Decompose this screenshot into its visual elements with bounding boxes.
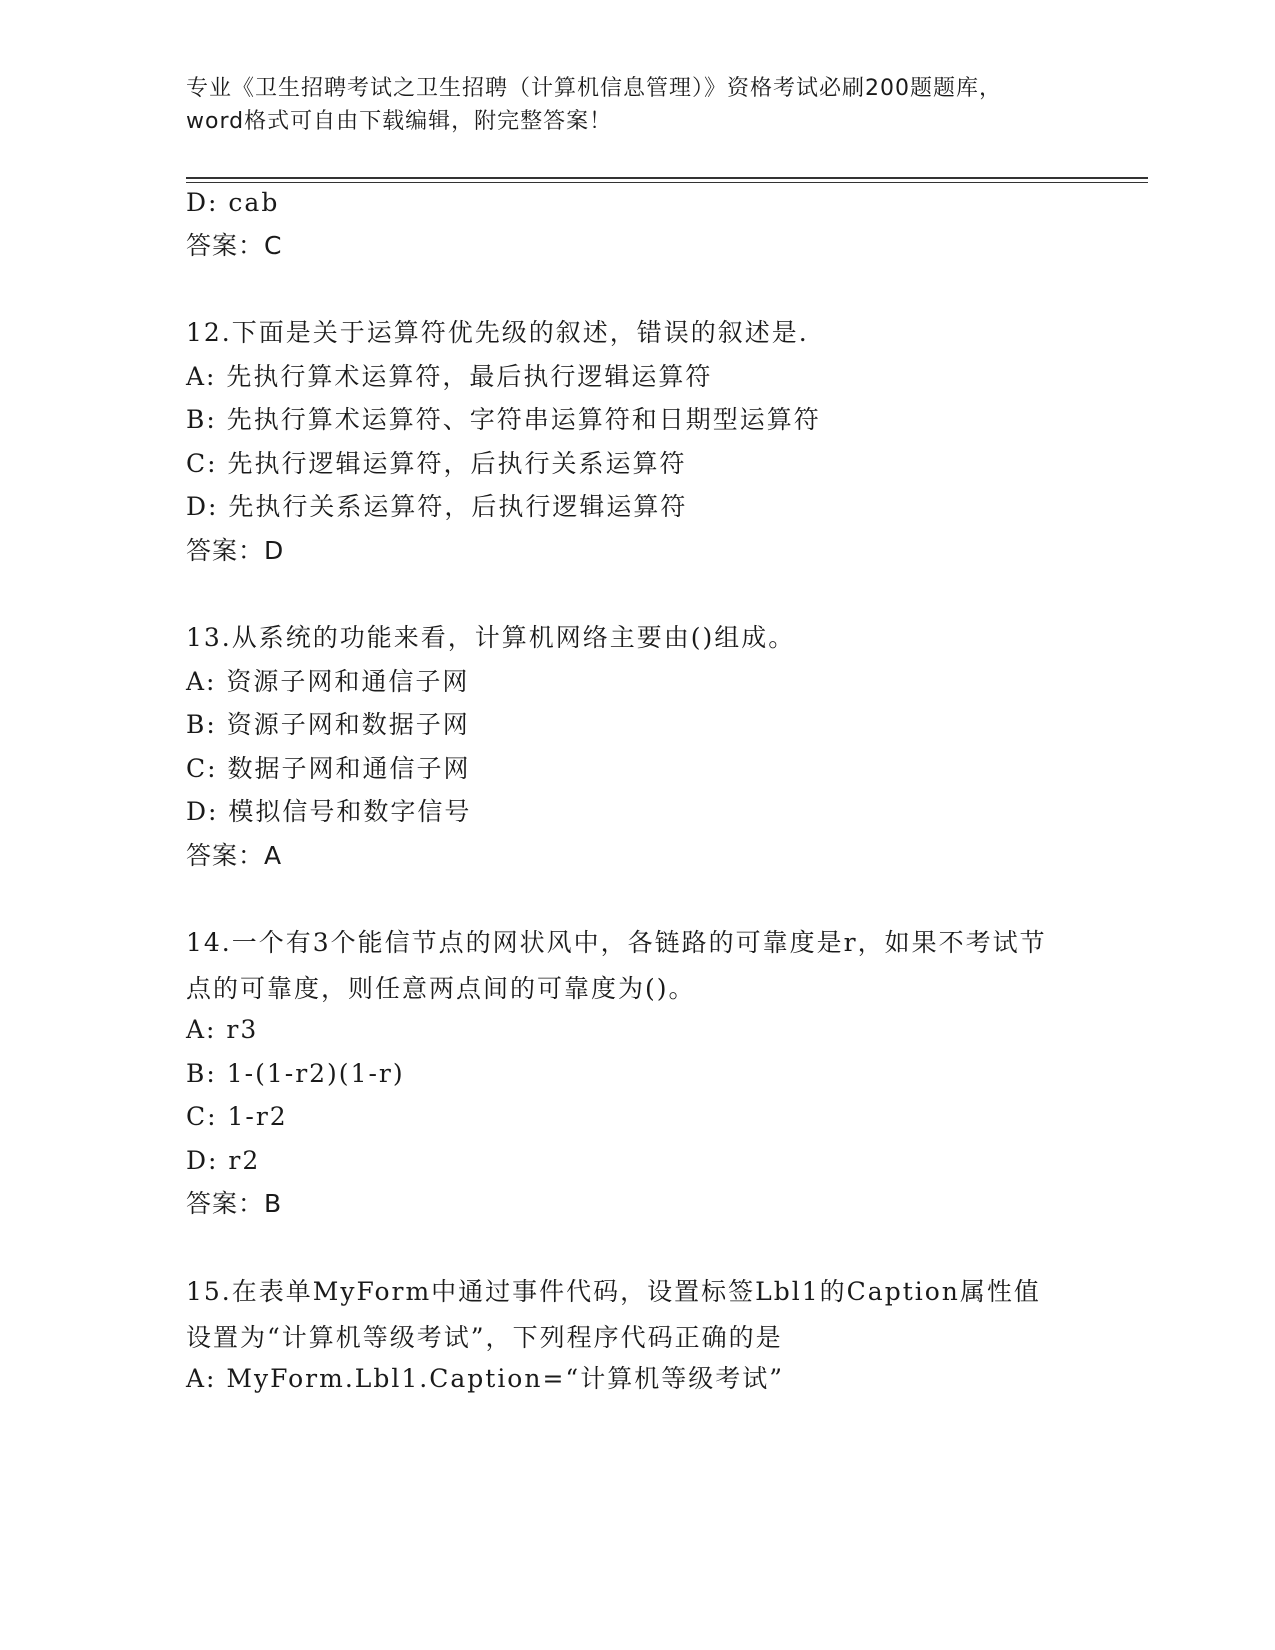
question-14-stem: 14.一个有3个能信节点的网状风中，各链路的可靠度是r，如果不考试节点的可靠度，则任意两点间的可靠度为()。 [186,928,1047,1003]
question-14-option-a: A: r3 [186,1015,259,1044]
question-12-option-c: C: 先执行逻辑运算符，后执行关系运算符 [186,449,687,478]
question-13-answer: 答案：A [186,841,283,870]
question-13-option-b: B: 资源子网和数据子网 [186,710,470,739]
question-12-answer: 答案：D [186,536,285,565]
question-12-stem: 12.下面是关于运算符优先级的叙述，错误的叙述是. [186,318,809,347]
question-12-option-b: B: 先执行算术运算符、字符串运算符和日期型运算符 [186,405,821,434]
question-13-option-d: D: 模拟信号和数字信号 [186,797,472,826]
question-14-option-d: D: r2 [186,1146,261,1175]
header-line-2: word格式可自由下载编辑，附完整答案！ [186,109,613,134]
question-14-option-b: B: 1-(1-r2)(1-r) [186,1059,405,1088]
question-14-answer: 答案：B [186,1189,283,1218]
prev-option-d: D: cab [186,188,280,217]
question-13-stem: 13.从系统的功能来看，计算机网络主要由()组成。 [186,623,796,652]
question-14-option-c: C: 1-r2 [186,1102,288,1131]
question-15-stem: 15.在表单MyForm中通过事件代码，设置标签Lbl1的Caption属性值设置为“计算机等级考试”，下列程序代码正确的是 [186,1277,1041,1352]
document-header [186,72,1066,138]
header-line-1: 专业《卫生招聘考试之卫生招聘（计算机信息管理）》资格考试必刷200题题库， [186,76,1002,101]
header-divider-thick [186,177,1148,179]
question-13-option-a: A: 资源子网和通信子网 [186,667,470,696]
question-13-option-c: C: 数据子网和通信子网 [186,754,471,783]
question-12-option-d: D: 先执行关系运算符，后执行逻辑运算符 [186,492,688,521]
question-12-option-a: A: 先执行算术运算符，最后执行逻辑运算符 [186,362,713,391]
header-divider-thin [186,182,1148,183]
question-15-option-a: A: MyForm.Lbl1.Caption=“计算机等级考试” [186,1364,784,1393]
prev-answer: 答案：C [186,231,283,260]
